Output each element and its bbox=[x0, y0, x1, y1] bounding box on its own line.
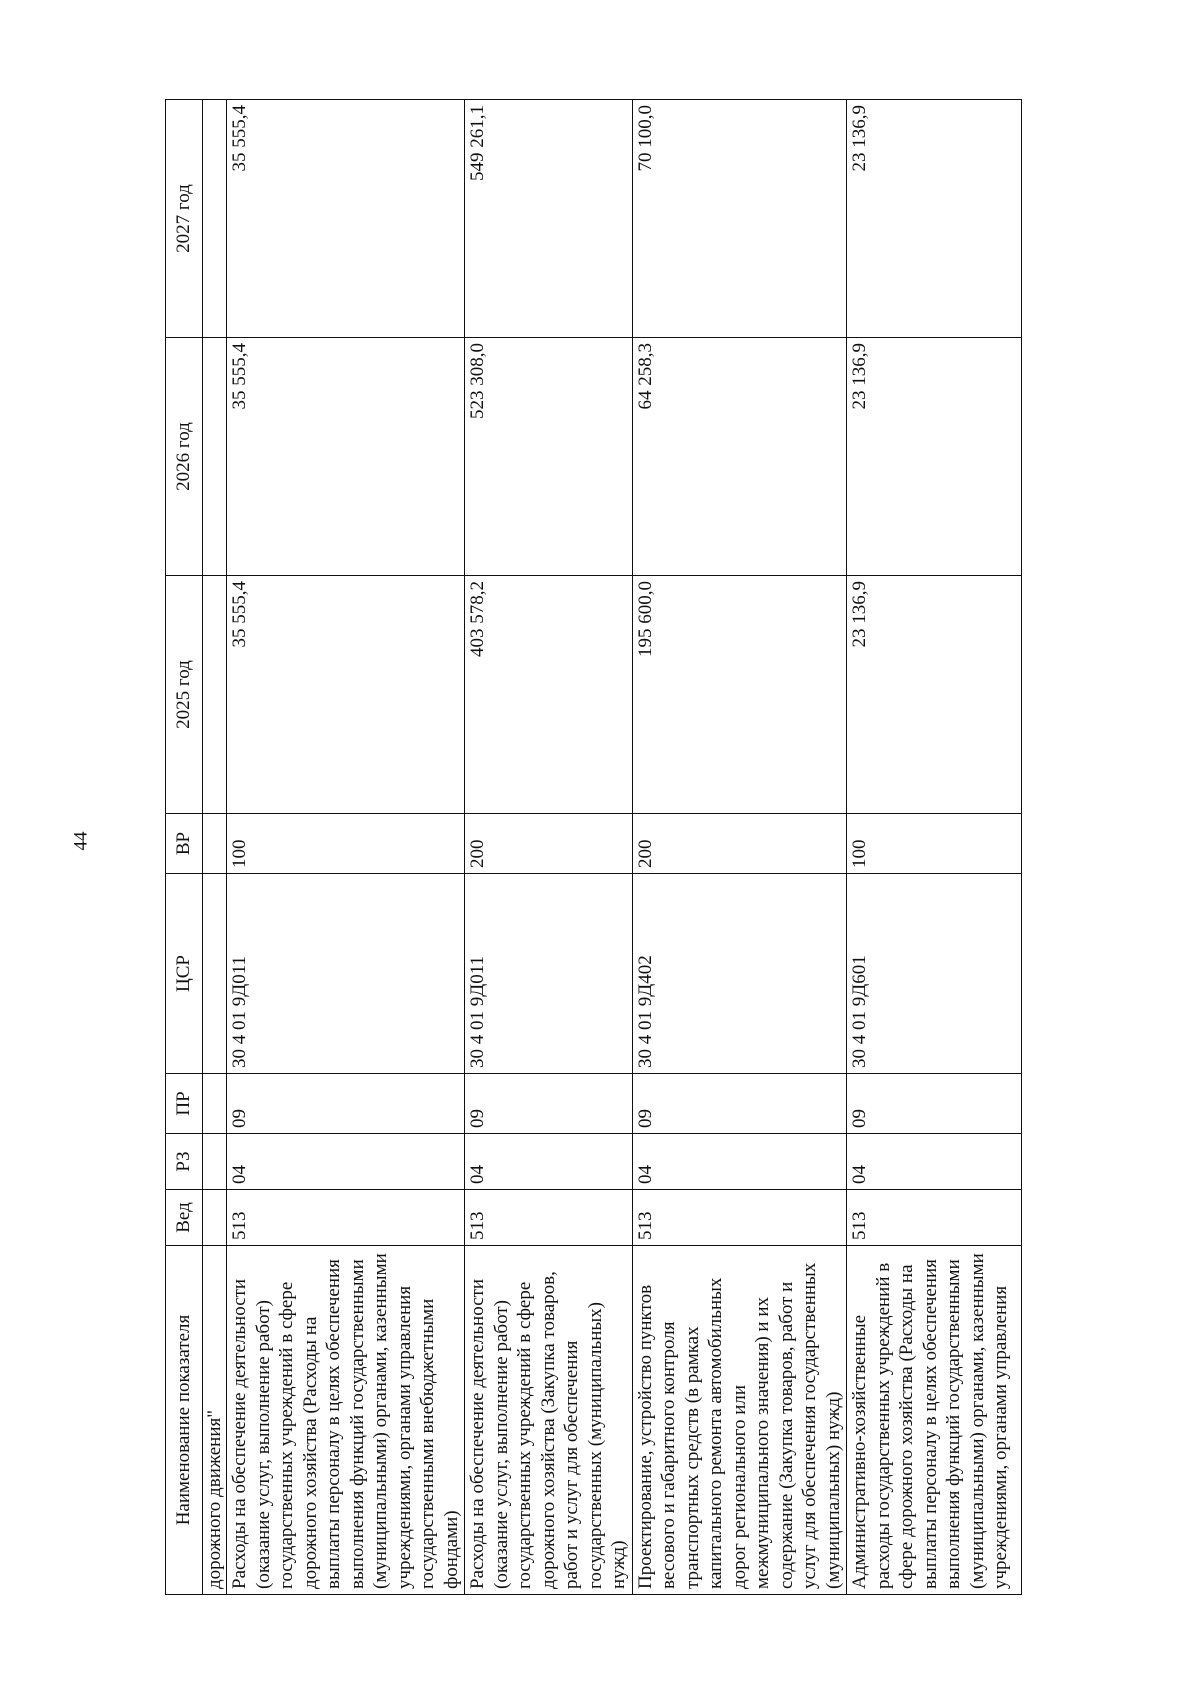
header-name: Наименование показателя bbox=[166, 1246, 203, 1595]
row-vr: 100 bbox=[227, 814, 465, 874]
row-pr: 09 bbox=[227, 1074, 465, 1134]
row-rz: 04 bbox=[632, 1134, 847, 1190]
row-ved: 513 bbox=[847, 1190, 1022, 1246]
table-row bbox=[227, 100, 465, 1595]
row-ved: 513 bbox=[632, 1190, 847, 1246]
continuation-row bbox=[202, 100, 227, 1595]
header-pr: ПР bbox=[166, 1074, 203, 1134]
row-csr: 30 4 01 9Д601 bbox=[847, 874, 1022, 1074]
row-vr: 200 bbox=[632, 814, 847, 874]
table-row bbox=[632, 100, 847, 1595]
row-2025: 23 136,9 bbox=[847, 576, 1022, 814]
row-name: Расходы на обеспечение деятельности (оказание услуг, выполнение работ) государственных учреждений в сфере дорожного хозяйства (Расходы на выплаты персоналу в целях обеспечения выполнения функций государственными (муниципальными) органами, казенными учреждениями, органами управления государственными внебюджетными фондами) bbox=[227, 1246, 465, 1595]
row-rz: 04 bbox=[465, 1134, 633, 1190]
header-row bbox=[166, 100, 203, 1595]
row-vr: 200 bbox=[465, 814, 633, 874]
row-2026: 523 308,0 bbox=[465, 338, 633, 576]
continuation-text: дорожного движения" bbox=[202, 1246, 227, 1595]
row-csr: 30 4 01 9Д011 bbox=[227, 874, 465, 1074]
table-cell bbox=[202, 1190, 227, 1246]
header-2027: 2027 год bbox=[166, 100, 203, 338]
row-2025: 403 578,2 bbox=[465, 576, 633, 814]
row-2027: 70 100,0 bbox=[632, 100, 847, 338]
table-header bbox=[166, 100, 203, 1595]
row-csr: 30 4 01 9Д011 bbox=[465, 874, 633, 1074]
row-name: Административно-хозяйственные расходы государственных учреждений в сфере дорожного хозяйства (Расходы на выплаты персоналу в целях обеспечения выполнения функций государственными (муниципальными) органами, казенными учреждениями, органами управления bbox=[847, 1246, 1022, 1595]
row-name: Расходы на обеспечение деятельности (оказание услуг, выполнение работ) государственных учреждений в сфере дорожного хозяйства (Закупка товаров, работ и услуг для обеспечения государственных (муниципальных) нужд) bbox=[465, 1246, 633, 1595]
table-cell bbox=[202, 338, 227, 576]
header-ved: Вед bbox=[166, 1190, 203, 1246]
row-2027: 549 261,1 bbox=[465, 100, 633, 338]
row-2025: 35 555,4 bbox=[227, 576, 465, 814]
row-csr: 30 4 01 9Д402 bbox=[632, 874, 847, 1074]
row-2026: 23 136,9 bbox=[847, 338, 1022, 576]
row-name: Проектирование, устройство пунктов весового и габаритного контроля транспортных средств (в рамках капитального ремонта автомобильных дорог регионального или межмуниципального значения) и их содержание (Закупка товаров, работ и услуг для обеспечения государственных (муниципальных) нужд) bbox=[632, 1246, 847, 1595]
header-vr: ВР bbox=[166, 814, 203, 874]
rotated-table-container bbox=[165, 100, 1125, 1595]
header-2026: 2026 год bbox=[166, 338, 203, 576]
row-vr: 100 bbox=[847, 814, 1022, 874]
row-pr: 09 bbox=[632, 1074, 847, 1134]
row-2027: 35 555,4 bbox=[227, 100, 465, 338]
row-pr: 09 bbox=[847, 1074, 1022, 1134]
header-rz: РЗ bbox=[166, 1134, 203, 1190]
table-cell bbox=[202, 874, 227, 1074]
table-cell bbox=[202, 814, 227, 874]
table-cell bbox=[202, 576, 227, 814]
table-cell bbox=[202, 100, 227, 338]
header-csr: ЦСР bbox=[166, 874, 203, 1074]
table-row bbox=[847, 100, 1022, 1595]
table-row bbox=[465, 100, 633, 1595]
header-2025: 2025 год bbox=[166, 576, 203, 814]
page-number: 44 bbox=[70, 831, 92, 851]
table-cell bbox=[202, 1074, 227, 1134]
row-2026: 64 258,3 bbox=[632, 338, 847, 576]
row-pr: 09 bbox=[465, 1074, 633, 1134]
table-cell bbox=[202, 1134, 227, 1190]
row-2026: 35 555,4 bbox=[227, 338, 465, 576]
row-rz: 04 bbox=[227, 1134, 465, 1190]
row-ved: 513 bbox=[465, 1190, 633, 1246]
row-2027: 23 136,9 bbox=[847, 100, 1022, 338]
budget-table bbox=[165, 99, 1022, 1595]
row-2025: 195 600,0 bbox=[632, 576, 847, 814]
row-rz: 04 bbox=[847, 1134, 1022, 1190]
row-ved: 513 bbox=[227, 1190, 465, 1246]
